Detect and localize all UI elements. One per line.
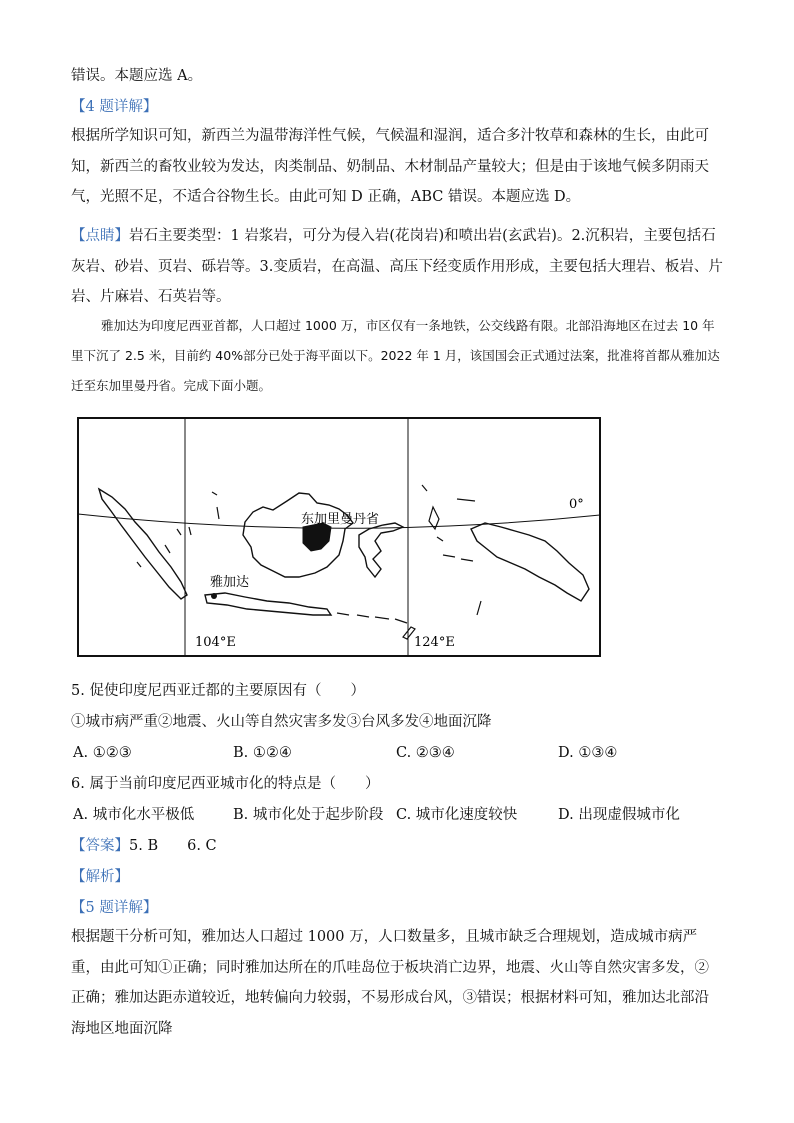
q5-option-d[interactable]: D. ①③④ [558, 745, 618, 761]
dianjing-paragraph [71, 221, 723, 313]
q4-detail-header [71, 97, 157, 117]
map-frame [78, 418, 600, 656]
dianjing-body: 岩石主要类型：1 岩浆岩，可分为侵入岩(花岗岩)和喷出岩(玄武岩)。2.沉积岩，主要包括石灰岩、砂岩、页岩、砾岩等。3.变质岩，在高温、高压下经变质作用形成，主要包括大理岩、板岩、片岩、片麻岩、石英岩等。 [71, 228, 723, 305]
province-label: 东加里曼丹省 [301, 512, 380, 527]
q5-stem: 5. 促使印度尼西亚迁都的主要原因有（ ） [71, 683, 365, 699]
q6-option-a[interactable]: A. 城市化水平极低 [73, 807, 195, 823]
q6-option-d[interactable]: D. 出现虚假城市化 [558, 807, 680, 823]
lon-label-124e: 124°E [414, 635, 455, 650]
q5-detail-body: 根据题干分析可知，雅加达人口超过 1000 万，人口数量多，且城市缺乏合理规划，造成城市病严重，由此可知①正确；同时雅加达所在的爪哇岛位于板块消亡边界，地震、火山等自然灾害多发，②正确；雅加达距赤道较近，地转偏向力较弱，不易形成台风，③错误；根据材料可知，雅加达北部沿海地区地面沉降 [71, 929, 709, 1037]
q5-items: ①城市病严重②地震、火山等自然灾害多发③台风多发④地面沉降 [71, 714, 492, 730]
answer-line [71, 836, 217, 856]
q5-options [71, 743, 731, 763]
q5-detail-header [71, 898, 157, 918]
lon-label-104e: 104°E [195, 635, 236, 650]
q6-option-b[interactable]: B. 城市化处于起步阶段 [233, 807, 384, 823]
section-tag: 【4 题详解】 [71, 99, 158, 115]
analysis-tag: 【解析】 [71, 869, 129, 885]
dianjing-tag: 【点睛】 [71, 228, 129, 244]
q6-option-c[interactable]: C. 城市化速度较快 [396, 807, 518, 823]
answer-tag: 【答案】 [71, 838, 129, 854]
q4-detail-body: 根据所学知识可知，新西兰为温带海洋性气候，气候温和湿润，适合多汁牧草和森林的生长，由此可知，新西兰的畜牧业较为发达，肉类制品、奶制品、木材制品产量较大；但是由于该地气候多阴雨天气，光照不足，不适合谷物生长。由此可知 D 正确，ABC 错误。本题应选 D。 [71, 128, 709, 205]
indonesia-map [77, 417, 601, 657]
jakarta-marker [211, 593, 217, 599]
q5-option-c[interactable]: C. ②③④ [396, 745, 455, 761]
answer-text: 5. B 6. C [129, 838, 217, 854]
q5-option-a[interactable]: A. ①②③ [73, 745, 132, 761]
q6-options [71, 805, 731, 825]
q5-option-b[interactable]: B. ①②④ [233, 745, 292, 761]
material-paragraph: 雅加达为印度尼西亚首都，人口超过 1000 万，市区仅有一条地铁，公交线路有限。北部沿海地区在过去 10 年里下沉了 2.5 米，目前约 40%部分已处于海平面以下。2022 年 1 月，该国国会正式通过法案，批准将首都从雅加达迁至东加里曼丹省。完成下面小题。 [71, 318, 720, 393]
text-line: 错误。本题应选 A。 [71, 68, 203, 84]
q6-stem: 6. 属于当前印度尼西亚城市化的特点是（ ） [71, 776, 380, 792]
analysis-line [71, 867, 129, 887]
equator-label: 0° [569, 497, 584, 512]
jakarta-label: 雅加达 [210, 575, 250, 590]
section-tag: 【5 题详解】 [71, 900, 158, 916]
